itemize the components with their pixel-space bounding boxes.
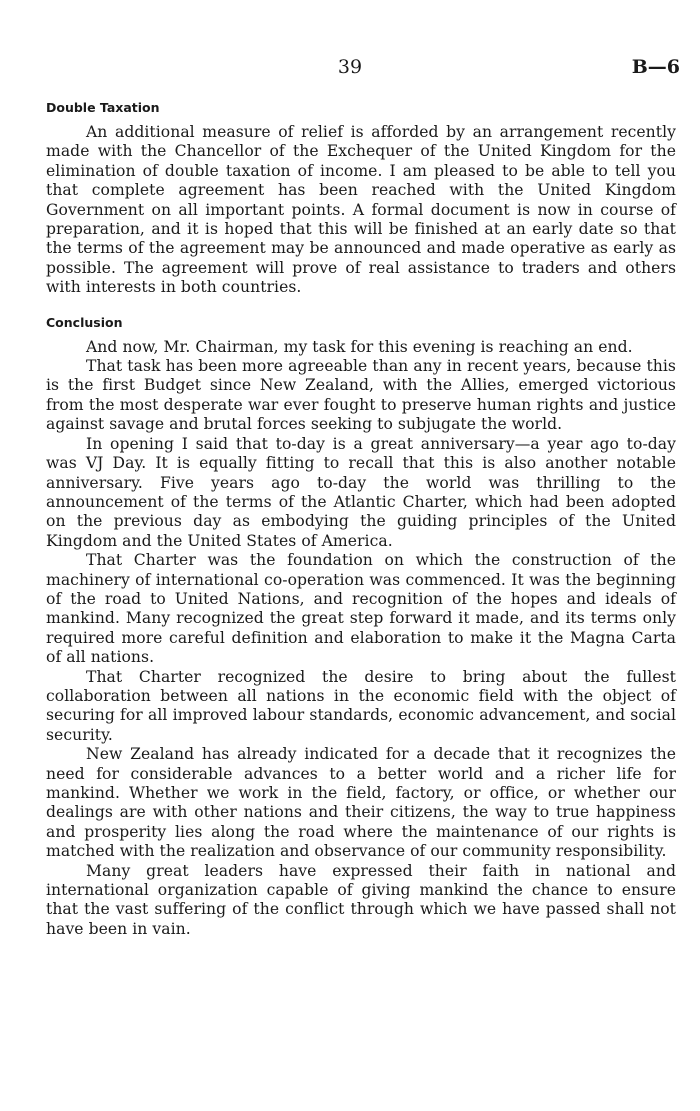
page-number: 39 [337,56,363,78]
paragraph-conclusion-4: That Charter was the foundation on which the construction of the machinery of international co-operation was commenced. It was the beginning of the road to United Nations, and recognition of the hopes and ideals of mankind. Many recognized the great step forward it made, and its terms only required more careful definition and elaboration to make it the Magna Carta of all nations. [46,551,676,667]
paragraph-conclusion-1: And now, Mr. Chairman, my task for this evening is reaching an end. [86,337,633,356]
section-heading-double-taxation: Double Taxation [46,100,160,115]
paragraph-conclusion-7: Many great leaders have expressed their faith in national and international organization capable of giving mankind the chance to ensure that the vast suffering of the conflict through which we have passed shall not have been in vain. [46,861,676,938]
section-conclusion [46,315,676,940]
paragraph-conclusion-3: In opening I said that to-day is a great anniversary—a year ago to-day was VJ Day. It is equally fitting to recall that this is also another notable anniversary. Five years ago to-day the world was thrilling to the announcement of the terms of the Atlantic Charter, which had been adopted on the previous day as embodying the guiding principles of the United Kingdom and the United States of America. [46,434,676,550]
document-reference: B—6 [631,56,680,78]
section-double-taxation [46,100,676,298]
paragraph-conclusion-5: That Charter recognized the desire to bring about the fullest collaboration between all nations in the economic field with the object of securing for all improved labour standards, economic advancement, and social security. [46,667,676,744]
document-page [46,0,680,939]
paragraph-double-taxation: An additional measure of relief is afforded by an arrangement recently made with the Chancellor of the Exchequer of the United Kingdom for the elimination of double taxation of income. I am pleased to be able to tell you that complete agreement has been reached with the United Kingdom Government on all important points. A formal document is now in course of preparation, and it is hoped that this will be finished at an early date so that the terms of the agreement may be announced and made operative as early as possible. The agreement will prove of real assistance to traders and others with interests in both countries. [46,123,676,297]
paragraph-conclusion-6: New Zealand has already indicated for a decade that it recognizes the need for considerable advances to a better world and a richer life for mankind. Whether we work in the field, factory, or office, or whether our dealings are with other nations and their citizens, the way to true happiness and prosperity lies along the road where the maintenance of our rights is matched with the realization and observance of our community responsibility. [46,745,676,861]
section-heading-conclusion: Conclusion [46,314,123,330]
paragraph-conclusion-2: That task has been more agreeable than any in recent years, because this is the first Budget since New Zealand, with the Allies, emerged victorious from the most desperate war ever fought to preserve human rights and justice against savage and brutal forces seeking to subjugate the world. [46,357,676,434]
page-header [46,0,680,80]
